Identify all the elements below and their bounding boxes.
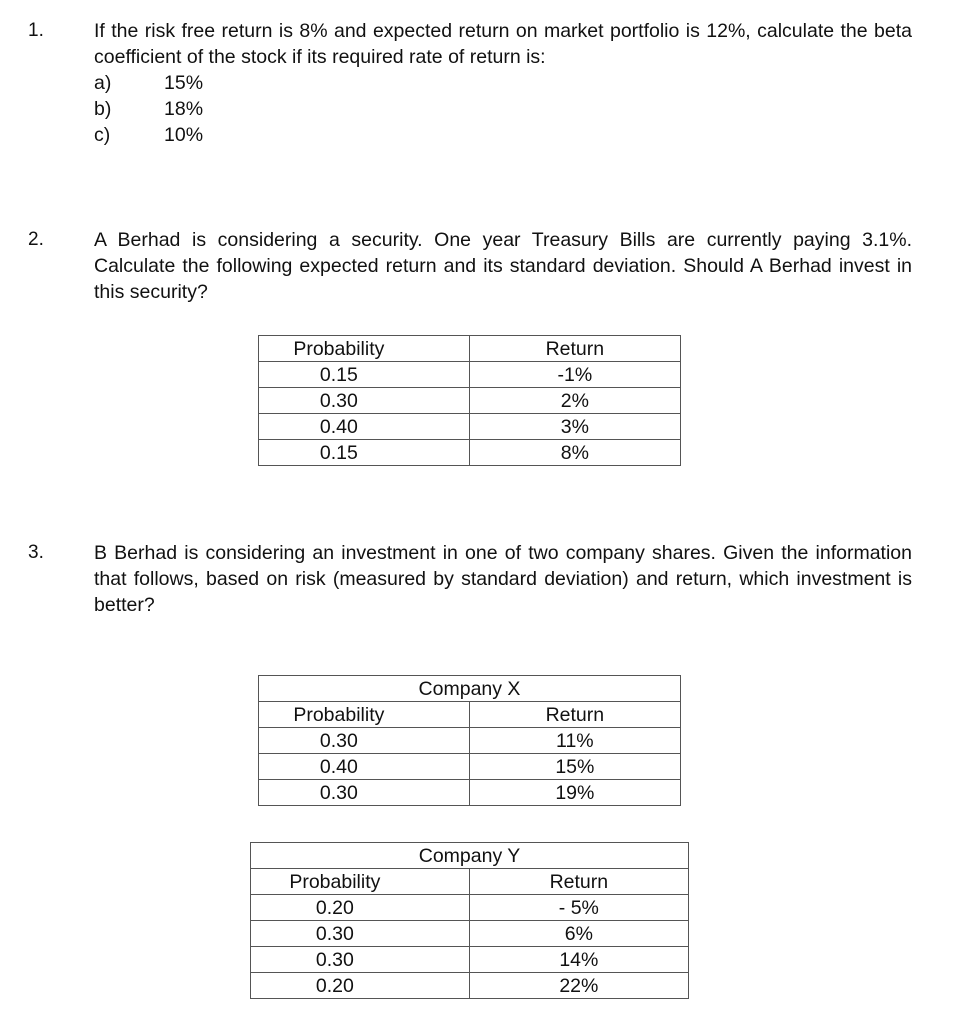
probability-cell: 0.30	[259, 728, 470, 754]
company-y-title: Company Y	[251, 843, 689, 869]
question-2-text: A Berhad is considering a security. One year Treasury Bills are currently paying 3.1%. Calculate the following expected return and its standard deviation. Should A Berhad invest in this security?	[94, 229, 912, 303]
table-row	[251, 973, 689, 999]
probability-cell: 0.30	[251, 921, 470, 947]
probability-cell: 0.30	[259, 388, 470, 414]
option-value: 10%	[164, 124, 204, 146]
table-row	[259, 440, 681, 466]
option-b	[94, 96, 203, 122]
option-a	[94, 70, 203, 96]
return-cell: 2%	[469, 388, 680, 414]
table-row	[259, 754, 681, 780]
table-row	[259, 362, 681, 388]
return-cell: - 5%	[469, 895, 688, 921]
company-y-table	[250, 842, 689, 999]
table-row	[259, 780, 681, 806]
option-letter: a)	[94, 72, 112, 94]
probability-cell: 0.20	[251, 895, 470, 921]
probability-cell: 0.20	[251, 973, 470, 999]
table-row	[251, 947, 689, 973]
return-cell: 11%	[469, 728, 680, 754]
header-probability: Probability	[251, 869, 470, 895]
header-probability: Probability	[259, 336, 470, 362]
probability-cell: 0.30	[259, 780, 470, 806]
return-cell: 3%	[469, 414, 680, 440]
question-3-text: B Berhad is considering an investment in one of two company shares. Given the information that follows, based on risk (measured by standard deviation) and return, which investment is better?	[94, 542, 912, 616]
probability-cell: 0.15	[259, 362, 470, 388]
header-probability: Probability	[259, 702, 470, 728]
return-cell: -1%	[469, 362, 680, 388]
return-cell: 6%	[469, 921, 688, 947]
question-1-options	[94, 70, 203, 148]
table-header-row	[259, 702, 681, 728]
return-cell: 15%	[469, 754, 680, 780]
question-3-number: 3.	[28, 542, 44, 563]
question-1-number: 1.	[28, 20, 44, 41]
option-value: 15%	[164, 72, 204, 94]
table-title-row	[251, 843, 689, 869]
probability-cell: 0.30	[251, 947, 470, 973]
probability-cell: 0.40	[259, 754, 470, 780]
security-table	[258, 335, 681, 466]
table-title-row	[259, 676, 681, 702]
option-value: 18%	[164, 98, 204, 120]
company-x-table	[258, 675, 681, 806]
probability-cell: 0.15	[259, 440, 470, 466]
return-cell: 19%	[469, 780, 680, 806]
option-letter: b)	[94, 98, 112, 120]
probability-cell: 0.40	[259, 414, 470, 440]
table-row	[259, 728, 681, 754]
return-cell: 22%	[469, 973, 688, 999]
table-row	[251, 895, 689, 921]
option-letter: c)	[94, 124, 111, 146]
table-header-row	[251, 869, 689, 895]
return-cell: 8%	[469, 440, 680, 466]
header-return: Return	[469, 336, 680, 362]
table-row	[259, 414, 681, 440]
question-1-text: If the risk free return is 8% and expected return on market portfolio is 12%, calculate the beta coefficient of the stock if its required rate of return is:	[94, 20, 912, 68]
header-return: Return	[469, 869, 688, 895]
return-cell: 14%	[469, 947, 688, 973]
question-2-number: 2.	[28, 229, 44, 250]
company-x-title: Company X	[259, 676, 681, 702]
option-c	[94, 122, 203, 148]
table-row	[259, 388, 681, 414]
table-header-row	[259, 336, 681, 362]
table-row	[251, 921, 689, 947]
header-return: Return	[469, 702, 680, 728]
